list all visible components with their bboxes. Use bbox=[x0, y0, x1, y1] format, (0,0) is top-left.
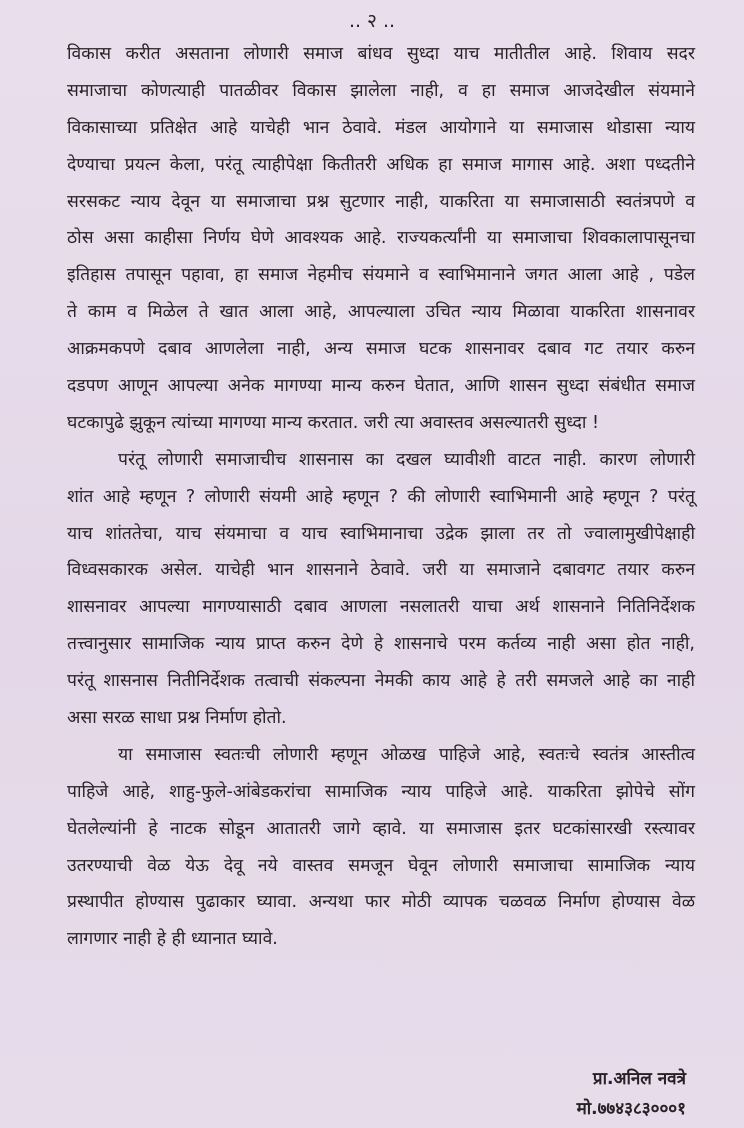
text-line: घटकापुढे झुकून त्यांच्या मागण्या मान्य करतात. जरी त्या अवास्तव असल्यातरी सुध्दा ! bbox=[67, 412, 600, 433]
text-line: विकासाच्या प्रतिक्षेत आहे याचेही भान ठेवावे. मंडल आयोगाने या समाजास थोडासा न्याय bbox=[67, 117, 695, 138]
author-name: प्रा.अनिल नवत्रे bbox=[592, 1069, 686, 1089]
text-line: तत्त्वानुसार सामाजिक न्याय प्राप्त करुन देणे हे शासनाचे परम कर्तव्य नाही असा होत नाही, bbox=[67, 634, 695, 655]
text-line: ते काम व मिळेल ते खात आला आहे, आपल्याला उचित न्याय मिळावा याकरिता शासनावर bbox=[67, 302, 695, 323]
text-line: दडपण आणून आपल्या अनेक मागण्या मान्य करुन घेतात, आणि शासन सुध्दा संबंधीत समाज bbox=[67, 376, 695, 397]
text-line: विकास करीत असताना लोणारी समाज बांधव सुध्दा याच मातीतील आहे. शिवाय सदर bbox=[67, 44, 695, 64]
text-line: पाहिजे आहे, शाहु-फुले-आंबेडकरांचा सामाजिक न्याय पाहिजे आहे. याकरिता झोपेचे सोंग bbox=[67, 781, 695, 802]
signature-block bbox=[577, 1064, 686, 1124]
text-line: आक्रमकपणे दबाव आणलेला नाही, अन्य समाज घटक शासनावर दबाव गट तयार करुन bbox=[67, 339, 695, 360]
text-line: विध्वसकारक असेल. याचेही भान शासनाने ठेवावे. जरी या समाजाने दबावगट तयार करुन bbox=[67, 560, 695, 581]
paragraph-2 bbox=[67, 442, 695, 737]
text-line: इतिहास तपासून पहावा, हा समाज नेहमीच संयमाने व स्वाभिमानाने जगत आला आहे , पडेल bbox=[67, 265, 695, 286]
text-line: या समाजास स्वतःची लोणारी म्हणून ओळख पाहिजे आहे, स्वतःचे स्वतंत्र आस्तीत्व bbox=[118, 744, 695, 765]
paragraph-3 bbox=[67, 737, 695, 958]
text-line: लागणार नाही हे ही ध्यानात घ्यावे. bbox=[67, 929, 278, 950]
text-line: उतरण्याची वेळ येऊ देवू नये वास्तव समजून घेवून लोणारी समाजाचा सामाजिक न्याय bbox=[67, 855, 695, 876]
text-line: शासनावर आपल्या मागण्यासाठी दबाव आणला नसलातरी याचा अर्थ शासनाने नितिनिर्देशक bbox=[67, 597, 695, 618]
text-line: देण्याचा प्रयत्न केला, परंतू त्याहीपेक्षा कितीतरी अधिक हा समाज मागास आहे. अशा पध्दतीने bbox=[67, 154, 695, 175]
text-line: परंतू लोणारी समाजाचीच शासनास का दखल घ्यावीशी वाटत नाही. कारण लोणारी bbox=[118, 449, 695, 470]
text-line: समाजाचा कोणत्याही पातळीवर विकास झालेला नाही, व हा समाज आजदेखील संयमाने bbox=[67, 80, 695, 101]
text-line: असा सरळ साधा प्रश्न निर्माण होतो. bbox=[67, 708, 287, 729]
paragraph-1 bbox=[67, 36, 695, 442]
text-line: ठोस असा काहीसा निर्णय घेणे आवश्यक आहे. राज्यकर्त्यांनी या समाजाचा शिवकालापासूनचा bbox=[67, 228, 695, 249]
text-line: घेतलेल्यांनी हे नाटक सोडून आतातरी जागे व्हावे. या समाजास इतर घटकांसारखी रस्त्यावर bbox=[67, 818, 695, 839]
text-line: प्रस्थापीत होण्यास पुढाकार घ्यावा. अन्यथा फार मोठी व्यापक चळवळ निर्माण होण्यास वेळ bbox=[67, 892, 695, 913]
text-line: परंतू शासनास नितीनिर्देशक तत्वाची संकल्पना नेमकी काय आहे हे तरी समजले आहे का नाही bbox=[67, 671, 695, 692]
text-line: याच शांततेचा, याच संयमाचा व याच स्वाभिमानाचा उद्रेक झाला तर तो ज्वालामुखीपेक्षाही bbox=[67, 523, 695, 544]
text-line: शांत आहे म्हणून ? लोणारी संयमी आहे म्हणून ? की लोणारी स्वाभिमानी आहे म्हणून ? परंतू bbox=[67, 486, 695, 507]
author-phone: मो.७७४३८३०००१ bbox=[576, 1099, 686, 1119]
text-line: सरसकट न्याय देवून या समाजाचा प्रश्न सुटणार नाही, याकरिता या समाजासाठी स्वतंत्रपणे व bbox=[67, 191, 695, 212]
page-number: .. २ .. bbox=[348, 10, 396, 32]
body-text bbox=[67, 36, 695, 958]
